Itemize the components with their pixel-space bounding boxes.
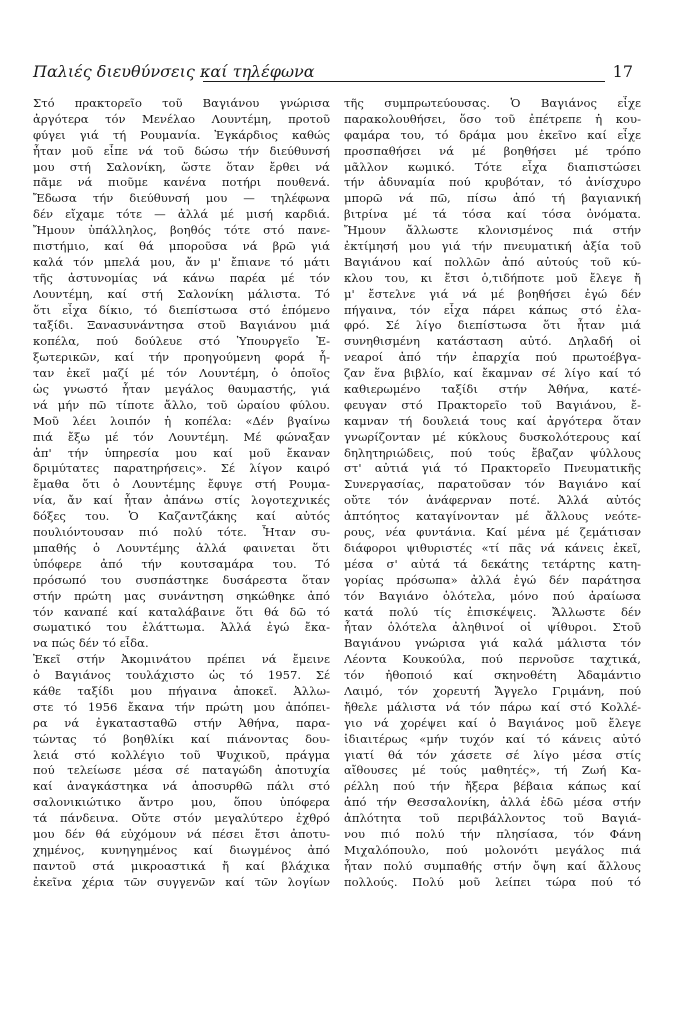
left-column-line: ἦταν μοῦ εἶπε νά τοῦ δώσω τήν διεύθυνσή: [33, 143, 330, 158]
right-column-line: γορίας πρόσωπα» ἀλλά ἐγώ δέν παράτησα: [344, 572, 641, 587]
right-column-line: καθιερωμένο ταξίδι στήν Ἀθήνα, κατέ-: [344, 382, 641, 397]
running-title: Παλιές διευθύνσεις καί τηλέφωνα: [33, 62, 315, 81]
right-column-line: ἀπτόητος καταγίνονταν μέ ἄλλους νεότε-: [344, 509, 641, 524]
left-column-line: καλά τόν μπελά μου, ἄν μ' ἔπιανε τό μάτι: [33, 254, 330, 269]
left-column-line: ὡς γνωστό ἦταν μεγάλος θαυμαστής, γιά: [33, 382, 330, 397]
right-column-line: ζαν ἕνα βιβλίο, καί ἔκαμναν σέ λίγο καί τό: [344, 366, 641, 381]
right-text-column: [344, 96, 641, 891]
right-column-line: συνηθισμένη κατάσταση αὐτό. Δηλαδή οἱ: [344, 334, 641, 349]
right-column-line: πολλούς. Πολύ μοῦ λείπει τώρα πού τό: [344, 874, 641, 889]
left-column-line: πᾶμε νά πιοῦμε κανένα ποτήρι πουθενά.: [33, 175, 330, 190]
left-column-line: χημένος, κυνηγημένος καί διωγμένος ἀπό: [33, 842, 330, 857]
left-column-line: Ἐκεῖ στήν Ἀκομινάτου πρέπει νά ἔμεινε: [33, 652, 330, 667]
right-column-line: ρέλλη πού τήν ἤξερα βέβαια κάπως καί: [344, 779, 641, 794]
right-column-line: τόν ἠθοποιό καί σκηνοθέτη Ἀδαμάντιο: [344, 668, 641, 683]
page-header: [33, 62, 633, 88]
left-column-line: ταν ἐκεῖ μαζί μέ τόν Λουντέμη, ὁ ὁποῖος: [33, 366, 330, 381]
right-column-line: πήγαινα, τόν εἶχα πάρει κάπως στό ἐλα-: [344, 302, 641, 317]
right-column-line: Συνεργασίας, παρατοῦσαν τόν Βαγιάνο καί: [344, 477, 641, 492]
left-column-line: ἐκεῖνα χέρια τῶν συγγενῶν καί τῶν λογίων: [33, 874, 330, 889]
left-column-line: τῆς ἀστυνομίας νά κάνω παρέα μέ τόν: [33, 270, 330, 285]
right-column-line: μέσα σ' αὐτά τά δεκάτης τετάρτης κατη-: [344, 556, 641, 571]
right-column-line: Ἤμουν ἄλλωστε κλονισμένος πιά στήν: [344, 223, 641, 238]
right-column-line: ἦταν πολύ συμπαθής στήν ὄψη καί ἄλλους: [344, 858, 641, 873]
left-column-line: ξωτερικῶν, καί τήν προηγούμενη φορά ἦ-: [33, 350, 330, 365]
left-column-line: δέν εἴχαμε τότε — ἀλλά μέ μισή καρδιά.: [33, 207, 330, 222]
right-column-line: Βαγιάνου καί πολλῶν ἀπό αὐτούς τοῦ κύ-: [344, 254, 641, 269]
left-column-line: στε τό 1956 ἔκανα τήν πρώτη μου ἀπόπει-: [33, 699, 330, 714]
right-column-line: μπορῶ νά πῶ, πίσω ἀπό τή βαγιανική: [344, 191, 641, 206]
right-column-line: οὔτε τόν ἀνάφερναν ποτέ. Ἀλλά αὐτός: [344, 493, 641, 508]
left-column-line: Ἤμουν ὑπάλληλος, βοηθός τότε στό πανε-: [33, 223, 330, 238]
right-column-line: καμναν τή δουλειά τους καί ἀργότερα ὅταν: [344, 413, 641, 428]
right-column-line: Λέοντα Κουκούλα, πού περνοῦσε ταχτικά,: [344, 652, 641, 667]
left-column-line: στήν πρώτη μας συνάντηση σηκώθηκε ἀπό: [33, 588, 330, 603]
left-column-line: ὑπόφερε ἀπό τήν κουτσαμάρα του. Τό: [33, 556, 330, 571]
left-column-line: Ἔδωσα τήν διεύθυνσή μου — τηλέφωνα: [33, 191, 330, 206]
right-column-line: φευγαν στό Πρακτορεῖο τοῦ Βαγιάνου, ἔ-: [344, 397, 641, 412]
right-column-line: νεαροί ἀπό τήν ἐπαρχία πού πρωτοέβγα-: [344, 350, 641, 365]
left-column-line: νία, ἄν καί ἦταν ἀπάνω στίς λογοτεχνικές: [33, 493, 330, 508]
right-column-line: ἰδιαιτέρως «μήν τυχόν καί τό κάνεις αὐτό: [344, 731, 641, 746]
left-column-line: μου δέν θά εὐχόμουν νά πέσει ἔτσι ἀποτυ-: [33, 826, 330, 841]
right-column-line: αἴθουσες μέ τούς μαθητές», τή Ζωή Κα-: [344, 763, 641, 778]
right-column-line: φρό. Σέ λίγο διεπίστωσα ὅτι ἦταν μιά: [344, 318, 641, 333]
left-column-line: ὅτι εἶχα δίκιο, τό διεπίστωσα στό ἑπόμενο: [33, 302, 330, 317]
right-column-line: ρους, νέα φυντάνια. Καί μένα μέ ζεμάτισαν: [344, 525, 641, 540]
left-column-line: φύγει γιά τή Ρουμανία. Ἐγκάρδιος καθώς: [33, 127, 330, 142]
right-column-line: δηλητηριώδεις, πού τούς ἔβαζαν ψύλλους: [344, 445, 641, 460]
right-column-line: μ' ἔστελνε γιά νά μέ βοηθήσει ἐγώ δέν: [344, 286, 641, 301]
right-column-line: γνωρίζονταν μέ κύκλους δυσκολότερους καί: [344, 429, 641, 444]
left-column-line: σαλονικιώτικο ἄντρο μου, ὅπου ὑπόφερα: [33, 795, 330, 810]
left-column-line: μπαθής ὁ Λουντέμης ἀλλά φαινεται ὅτι: [33, 540, 330, 555]
right-column-line: Μιχαλόπουλο, πού μολονότι μεγάλος πιά: [344, 842, 641, 857]
left-column-line: λειά στό κολλέγιο τοῦ Ψυχικοῦ, πράγμα: [33, 747, 330, 762]
right-column-line: στ' αὐτιά γιά τό Πρακτορεῖο Πνευματικῆς: [344, 461, 641, 476]
left-column-line: να πώς δέν τό εἶδα.: [33, 636, 149, 651]
left-column-line: Στό πρακτορεῖο τοῦ Βαγιάνου γνώρισα: [33, 96, 330, 110]
left-column-line: κοπέλα, πού δούλευε στό Ὑπουργεῖο Ἐ-: [33, 334, 330, 349]
left-column-line: ἀπ' τήν ὑπηρεσία μου καί μοῦ ἔκαναν: [33, 445, 330, 460]
right-column-line: ἀπό τήν Θεσσαλονίκη, ἀλλά ἐδῶ μέσα στήν: [344, 795, 641, 810]
right-column-line: Λαιμό, τόν χορευτή Ἄγγελο Γριμάνη, πού: [344, 683, 641, 698]
left-column-line: τόν καναπέ καί καταλάβαινε ὅτι θά δῶ τό: [33, 604, 330, 619]
right-column-line: φαμάρα του, τό δράμα μου ἐκεῖνο καί εἶχε: [344, 127, 641, 142]
left-column-line: Μοῦ λέει λοιπόν ἡ κοπέλα: «Δέν βγαίνω: [33, 413, 330, 428]
right-column-line: ἦταν ὁλότελα ἀληθινοί οἱ ψίθυροι. Στοῦ: [344, 620, 641, 635]
left-column-line: καί ἀναγκάστηκα νά ἀποσυρθῶ πάλι στό: [33, 779, 330, 794]
right-column-line: ἤθελε μάλιστα νά τόν πάρω καί στό Κολλέ-: [344, 699, 641, 714]
left-column-line: πού τελείωσε μέσα σέ παταγώδη ἀποτυχία: [33, 763, 330, 778]
right-column-line: κλου του, κι ἔτσι ὁ,τιδήποτε μοῦ ἔλεγε ἤ: [344, 270, 641, 285]
left-text-column: [33, 96, 330, 891]
left-column-line: ρα νά ἐγκατασταθῶ στήν Ἀθήνα, παρα-: [33, 715, 330, 730]
left-column-line: πρόσωπό του συσπάστηκε δυσάρεστα ὅταν: [33, 572, 330, 587]
left-column-line: ἔμαθα ὅτι ὁ Λουντέμης ἔφυγε στή Ρουμα-: [33, 477, 330, 492]
right-column-line: παρακολουθήσει, ὅσο τοῦ ἐπέτρεπε ἡ κου-: [344, 111, 641, 126]
right-column-line: βιτρίνα μέ τά τόσα καί τόσα ὀνόματα.: [344, 207, 641, 222]
left-column-line: νά μήν πῶ τίποτε ἄλλο, τοῦ ὡραίου φύλου.: [33, 397, 330, 412]
right-column-line: γιατί θά τόν χάσετε σέ λίγο μέσα στίς: [344, 747, 641, 762]
header-rule: [203, 81, 605, 82]
right-column-line: τόν Βαγιάνο ὁλότελα, μόνο πού ἀραίωσα: [344, 588, 641, 603]
left-column-line: δριμύτατες παρατηρήσεις». Σέ λίγον καιρό: [33, 461, 330, 476]
right-column-line: προσπαθήσει νά μέ βοηθήσει μέ τρόπο: [344, 143, 641, 158]
right-column-line: τήν ἀδυναμία πού κρυβόταν, τό ἀνίσχυρο: [344, 175, 641, 190]
left-column-line: κάθε ταξίδι μου πήγαινα ἀποκεῖ. Ἀλλω-: [33, 683, 330, 698]
left-column-line: ἀργότερα τόν Μενέλαο Λουντέμη, προτοῦ: [33, 111, 330, 126]
right-column-line: κατά πολύ τίς ἐπισκέψεις. Ἄλλωστε δέν: [344, 604, 641, 619]
right-column-line: ἁπλότητα τοῦ περιβάλλοντος τοῦ Βαγιά-: [344, 811, 641, 826]
right-column-line: μᾶλλον κωμικό. Τότε εἶχα διαπιστώσει: [344, 159, 641, 174]
page-number: 17: [612, 62, 633, 81]
left-column-line: ταξίδι. Ξανασυνάντησα στοῦ Βαγιάνου μιά: [33, 318, 330, 333]
left-column-line: πιά ἔξω μέ τόν Λουντέμη. Μέ φώναξαν: [33, 429, 330, 444]
right-column-line: γιο νά χορέψει καί ὁ Βαγιάνος μοῦ ἔλεγε: [344, 715, 641, 730]
right-column-line: νου πιό πολύ τήν πλησίασα, τόν Φάνη: [344, 826, 641, 841]
left-column-line: σωματικό του ἐλάττωμα. Ἀλλά ἐγώ ἔκα-: [33, 620, 330, 635]
left-column-line: παντοῦ στά μικροαστικά ἤ καί βλάχικα: [33, 858, 330, 873]
left-column-line: τώντας τό βοηθλίκι καί πιάνοντας δου-: [33, 731, 330, 746]
right-column-line: ἐκτίμησή μου γιά τήν πνευματική ἀξία τοῦ: [344, 239, 641, 254]
left-column-line: πιστήμιο, καί θά μποροῦσα νά βρῶ γιά: [33, 239, 330, 254]
right-column-line: διάφοροι ψιθυριστές «τί πᾶς νά κάνεις ἐκεῖ,: [344, 540, 641, 555]
right-column-line: Βαγιάνου γνώρισα γιά καλά μάλιστα τόν: [344, 636, 641, 651]
left-column-line: ὁ Βαγιάνος τουλάχιστο ὡς τό 1957. Σέ: [33, 668, 330, 683]
right-column-line: τῆς συμπρωτεύουσας. Ὁ Βαγιάνος εἶχε: [344, 96, 641, 110]
left-column-line: μου στή Σαλονίκη, ὥστε ὅταν ἔρθει νά: [33, 159, 330, 174]
left-column-line: πουλιόντουσαν πιό πολύ τότε. Ἦταν συ-: [33, 525, 330, 540]
left-column-line: τά πάνδεινα. Οὔτε στόν μεγαλύτερο ἐχθρό: [33, 811, 330, 826]
left-column-line: Λουντέμη, καί στή Σαλονίκη μάλιστα. Τό: [33, 286, 330, 301]
left-column-line: δόξες του. Ὁ Καζαντζάκης καί αὐτός: [33, 509, 330, 524]
